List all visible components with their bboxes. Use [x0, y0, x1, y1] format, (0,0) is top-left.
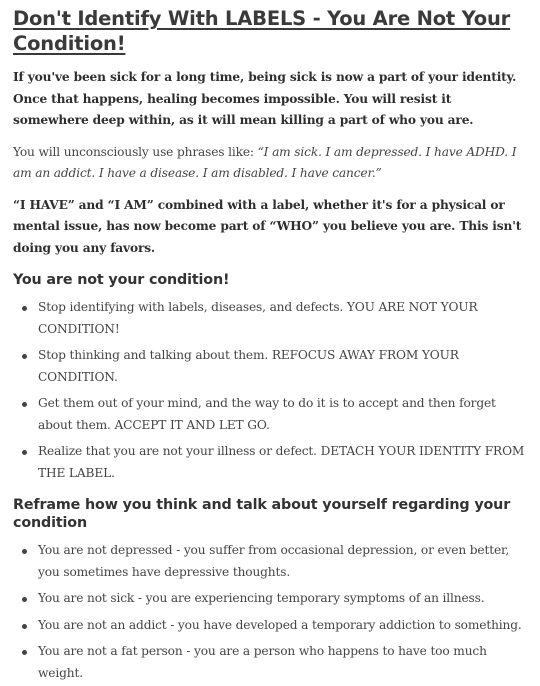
article-title: Don't Identify With LABELS - You Are Not Your Condition! — [13, 7, 511, 55]
phrases-paragraph — [13, 142, 526, 185]
condition-list — [13, 297, 526, 484]
list-item-text: Stop identifying with labels, diseases, and defects. YOU ARE NOT YOUR CONDITION! — [38, 300, 478, 336]
section-heading-condition: You are not your condition! — [13, 272, 230, 288]
have-am-paragraph: “I HAVE” and “I AM” combined with a label, whether it's for a physical or mental issue, has now become part of “WHO” you believe you are. This isn't doing you any favors. — [13, 197, 522, 255]
bullet-icon — [22, 402, 27, 407]
list-item — [38, 441, 526, 484]
list-item — [38, 540, 526, 583]
list-item-text: Stop thinking and talking about them. REFOCUS AWAY FROM YOUR CONDITION. — [38, 348, 459, 384]
list-item-text: Get them out of your mind, and the way to do it is to accept and then forget about them. ACCEPT IT AND LET GO. — [38, 396, 496, 432]
list-item-text: You are not sick - you are experiencing temporary symptoms of an illness. — [38, 591, 485, 605]
list-item-text: Realize that you are not your illness or defect. DETACH YOUR IDENTITY FROM THE LABEL. — [38, 444, 525, 480]
bullet-icon — [22, 650, 27, 655]
phrases-quote: “I am sick. I am depressed. I have ADHD. I am an addict. I have a disease. I am disabled. I have cancer.” — [13, 144, 517, 180]
list-item — [38, 588, 526, 610]
bullet-icon — [22, 549, 27, 554]
list-item — [38, 393, 526, 436]
list-item-text: You are not depressed - you suffer from occasional depression, or even better, you sometimes have depressive thoughts. — [38, 543, 510, 579]
list-item — [38, 345, 526, 388]
phrases-lead: You will unconsciously use phrases like: — [13, 144, 258, 159]
bullet-icon — [22, 624, 27, 629]
section-heading-reframe: Reframe how you think and talk about yourself regarding your condition — [13, 497, 511, 531]
reframe-list — [13, 540, 526, 684]
list-item-text: You are not a fat person - you are a person who happens to have too much weight. — [38, 644, 487, 680]
bullet-icon — [22, 306, 27, 311]
list-item-text: You are not an addict - you have developed a temporary addiction to something. — [38, 617, 522, 632]
bullet-icon — [22, 450, 27, 455]
bullet-icon — [22, 354, 27, 359]
list-item — [38, 297, 526, 340]
list-item — [38, 615, 526, 637]
intro-paragraph: If you've been sick for a long time, being sick is now a part of your identity. Once that happens, healing becomes impossible. You will resist it somewhere deep within, as it will mean killing a part of who you are. — [13, 70, 517, 127]
list-item — [38, 641, 526, 684]
bullet-icon — [22, 597, 27, 602]
